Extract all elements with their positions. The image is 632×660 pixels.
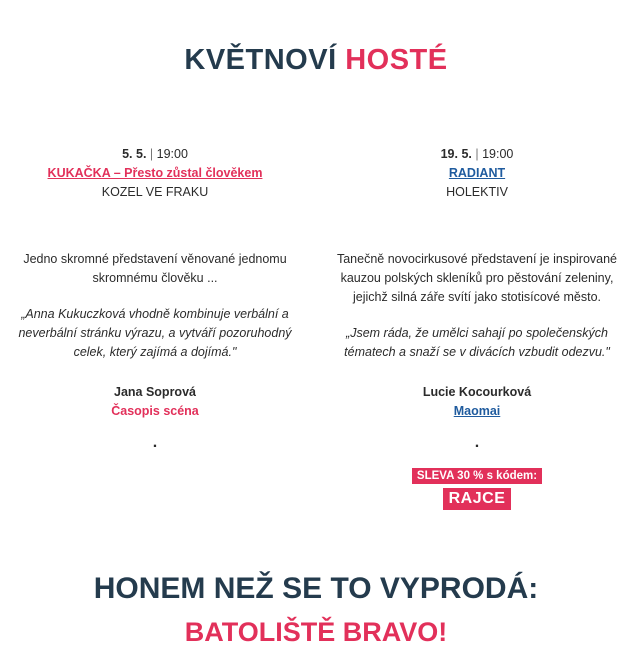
title-part-1: KVĚTNOVÍ <box>184 44 337 76</box>
review-source: Časopis scéna <box>111 404 199 418</box>
review-source-link[interactable]: Maomai <box>453 404 501 418</box>
discount-promo <box>327 466 627 510</box>
event-time: 19:00 <box>156 147 188 161</box>
event-date: 5. 5. <box>122 147 147 161</box>
event-datetime <box>327 145 627 164</box>
event-datetime <box>5 145 305 164</box>
divider-dot: . <box>152 434 158 451</box>
event-card-radiant <box>327 145 627 510</box>
date-separator: | <box>471 147 483 161</box>
cta-heading: HONEM NEŽ SE TO VYPRODÁ: <box>93 572 539 605</box>
event-card-kukacka <box>5 145 305 452</box>
divider-dot: . <box>474 434 480 451</box>
cta-show-title: BATOLIŠTĚ BRAVO! <box>184 617 448 647</box>
event-title-link[interactable]: KUKAČKA – Přesto zůstal člověkem <box>47 166 263 180</box>
event-description: Jedno skromné představení věnované jednomu skromnému člověku ... <box>23 252 287 285</box>
event-company: HOLEKTIV <box>446 185 508 199</box>
date-separator: | <box>146 147 157 161</box>
event-company: KOZEL VE FRAKU <box>101 185 209 199</box>
review-author: Jana Soprová <box>114 385 196 399</box>
review-author: Lucie Kocourková <box>422 385 532 399</box>
event-description: Tanečně novocirkusové představení je inspirované kauzou polských skleníků pro pěstování zeleniny, jejichž silná záře svítí jako stotisícové město. <box>336 252 618 304</box>
event-time: 19:00 <box>482 147 514 161</box>
title-part-2: HOSTÉ <box>345 44 448 76</box>
discount-code: RAJCE <box>443 488 512 510</box>
review-quote: „Jsem ráda, že umělci sahají po společenských tématech a snaží se v divácích vzbudit odezvu." <box>344 326 610 359</box>
review-quote: „Anna Kukuczková vhodně kombinuje verbální a neverbální stránku výrazu, a vytváří pozoruhodný celek, který zajímá a dojímá." <box>18 307 292 359</box>
discount-label: SLEVA 30 % s kódem: <box>412 468 542 484</box>
event-date: 19. 5. <box>440 147 472 161</box>
event-title-link[interactable]: RADIANT <box>448 166 506 180</box>
section-title <box>0 44 632 77</box>
